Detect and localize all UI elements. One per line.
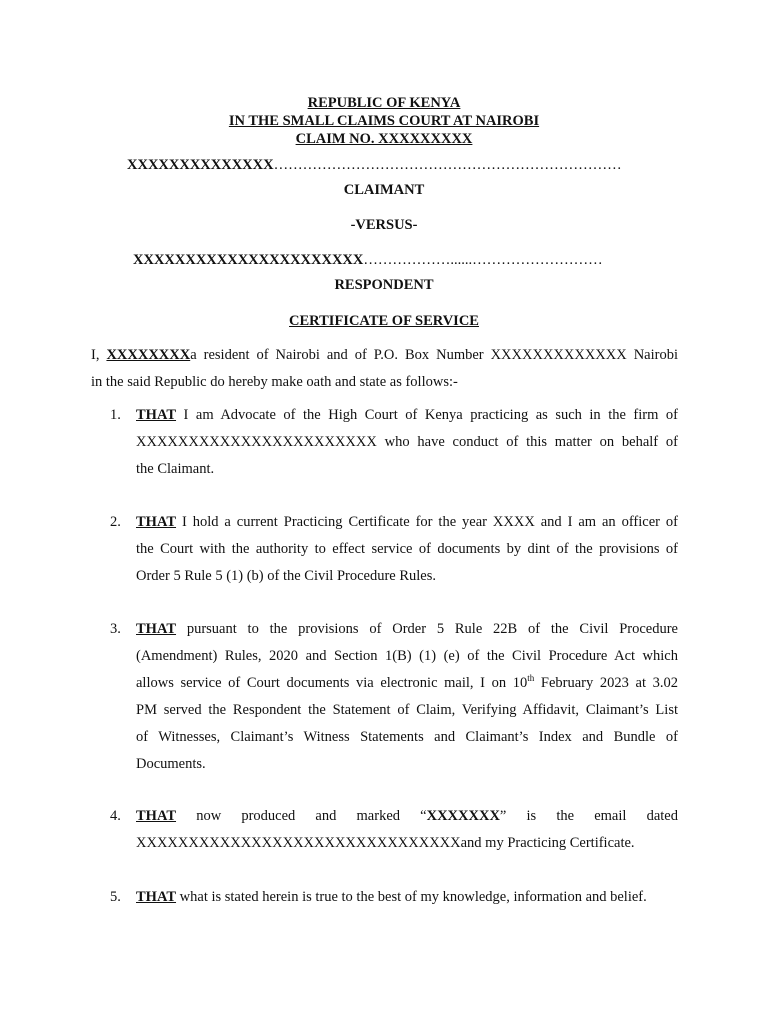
intro-prefix: I, [91,347,107,363]
versus-label: -VERSUS- [350,217,418,233]
list-item [110,616,678,778]
item-text: PM served the Respondent the Statement of Claim, Verifying Affidavit, Claimant’s List [136,702,678,718]
that-label: THAT [136,808,177,824]
item-text: the Claimant. [136,461,215,477]
item-number: 1. [110,407,121,423]
that-label: THAT [136,889,177,905]
item-text: (Amendment) Rules, 2020 and Section 1(B) (1) (e) of the Civil Procedure Act which [136,648,678,664]
list-item [110,884,678,911]
item-number: 3. [110,621,121,637]
item-text: Order 5 Rule 5 (1) (b) of the Civil Procedure Rules. [136,568,436,584]
item-number: 5. [110,889,121,905]
item-text: I am Advocate of the High Court of Kenya practicing as such in the firm of [176,407,678,423]
item-text: the Court with the authority to effect service of documents by dint of the provisions of [136,541,678,557]
claimant-label: CLAIMANT [343,182,425,198]
ordinal-suffix: th [527,673,535,684]
item-text: February 2023 at 3.02 [534,675,678,691]
exhibit-mark: XXXXXXX [426,808,500,824]
respondent-label: RESPONDENT [334,277,434,293]
list-item [110,402,678,483]
that-label: THAT [136,407,177,423]
item-text: XXXXXXXXXXXXXXXXXXXXXXXXXXXXXXXand my Practicing Certificate. [136,835,635,851]
intro-line-1 [91,342,678,369]
item-text: pursuant to the provisions of Order 5 Rule 22B of the Civil Procedure [176,621,678,637]
item-text: ” is the email dated [499,808,678,824]
claimant-name: XXXXXXXXXXXXXX [127,157,274,173]
list-item [110,509,678,590]
respondent-dots: ………………......……………………… [363,252,603,268]
item-text: Documents. [136,756,206,772]
item-text: of Witnesses, Claimant’s Witness Statements and Claimant’s Index and Bundle of [136,729,678,745]
item-text: now produced and marked “ [176,808,427,824]
intro-line-2: in the said Republic do hereby make oath and state as follows:- [91,374,458,390]
item-number: 4. [110,808,121,824]
header-republic: REPUBLIC OF KENYA [307,95,461,111]
item-text: what is stated herein is true to the best of my knowledge, information and belief. [176,889,647,905]
intro-rest: a resident of Nairobi and of P.O. Box Number XXXXXXXXXXXXX Nairobi [190,347,678,363]
header-claim-no: CLAIM NO. XXXXXXXXX [295,131,473,147]
deponent-name: XXXXXXXX [106,347,191,363]
that-label: THAT [136,621,177,637]
that-label: THAT [136,514,177,530]
item-text: I hold a current Practicing Certificate for the year XXXX and I am an officer of [176,514,678,530]
claimant-dots: ……………………………………………………………… [273,157,622,173]
item-number: 2. [110,514,121,530]
header-court: IN THE SMALL CLAIMS COURT AT NAIROBI [228,113,540,129]
item-text: allows service of Court documents via electronic mail, I on 10 [136,675,528,691]
respondent-line [133,252,603,269]
list-item [110,803,678,857]
document-title: CERTIFICATE OF SERVICE [289,313,479,329]
intro-paragraph [91,342,678,396]
respondent-name: XXXXXXXXXXXXXXXXXXXXXX [133,252,364,268]
item-text: XXXXXXXXXXXXXXXXXXXXXXX who have conduct of this matter on behalf of [136,434,678,450]
claimant-line [127,157,622,174]
